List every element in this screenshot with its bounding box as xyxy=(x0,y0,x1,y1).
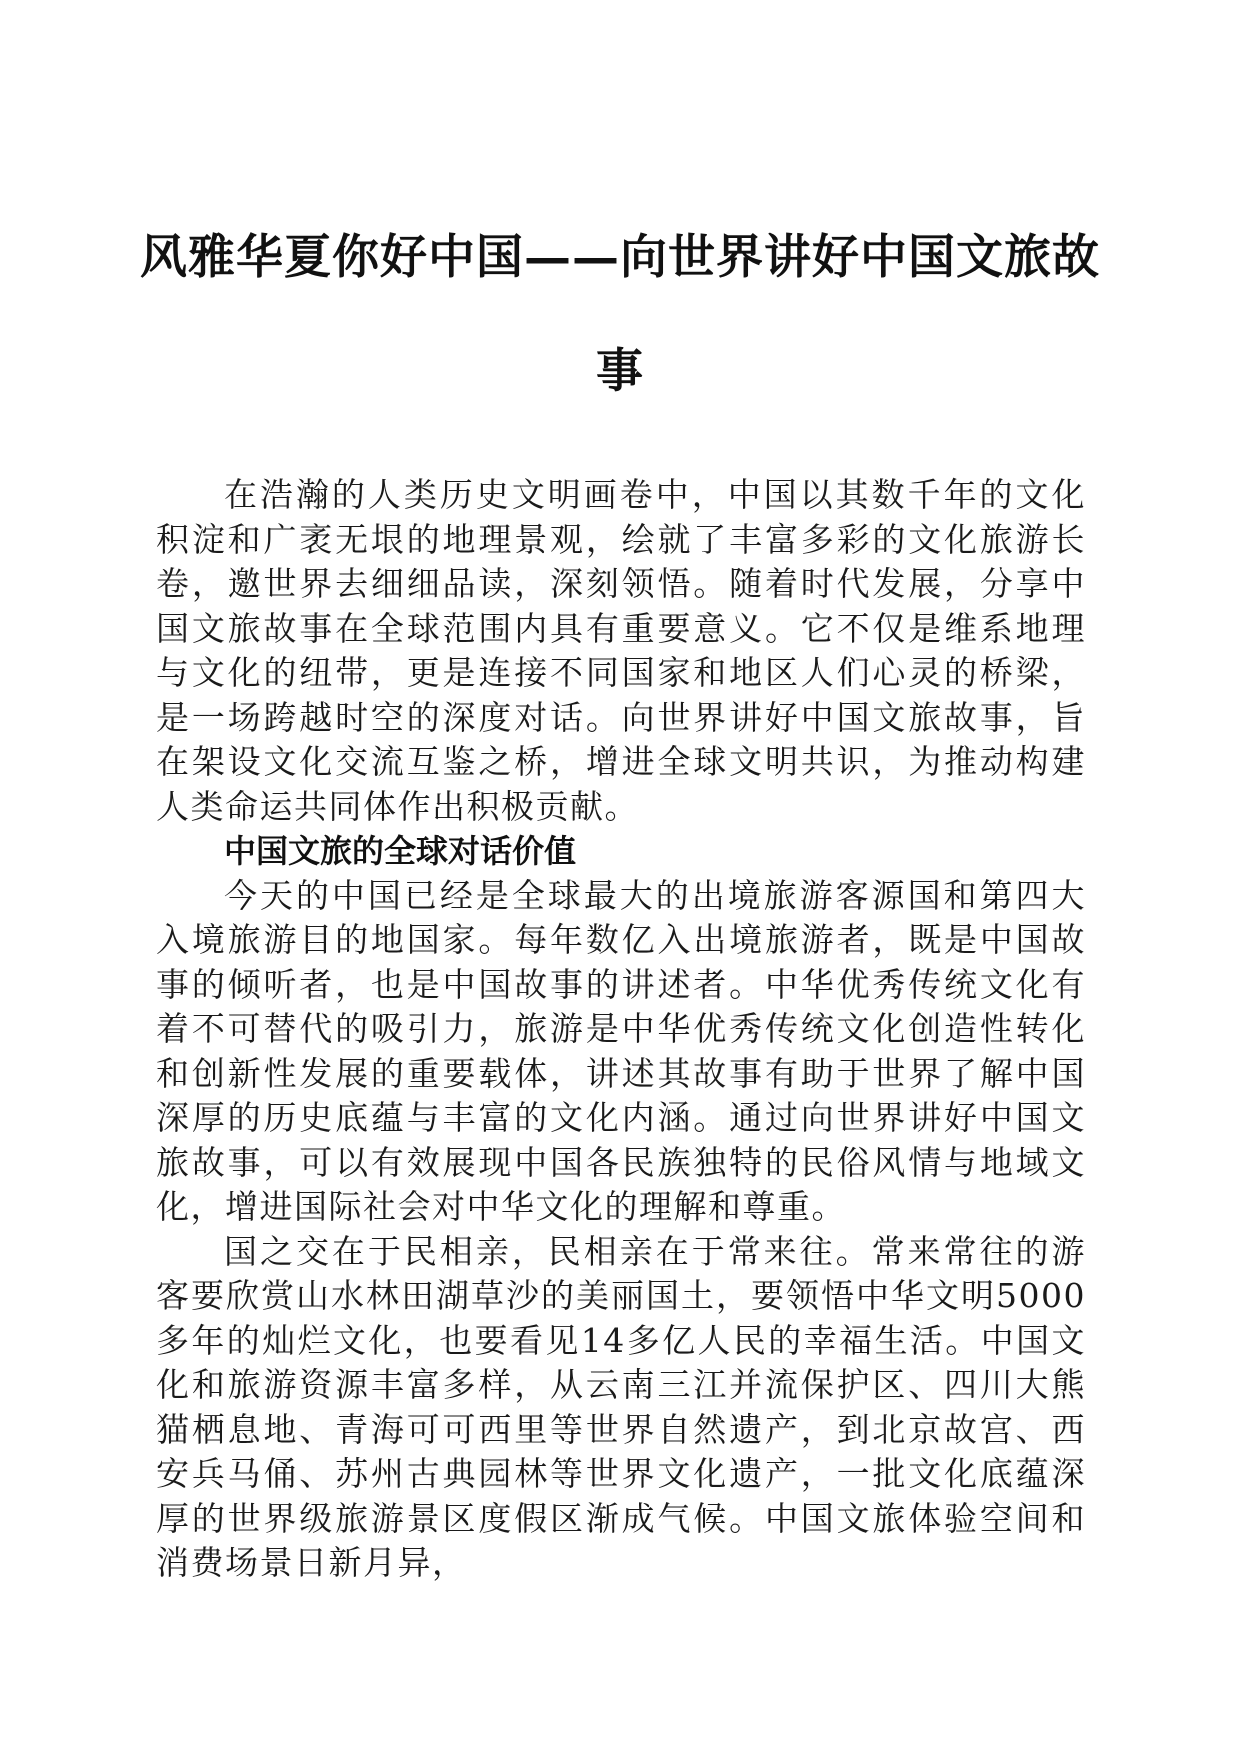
document-title: 风雅华夏你好中国——向世界讲好中国文旅故 xyxy=(140,230,1100,285)
document-title-continued: 事 xyxy=(596,344,644,399)
body-paragraph: 今天的中国已经是全球最大的出境旅游客源国和第四大入境旅游目的地国家。每年数亿入出境旅游者，既是中国故事的倾听者，也是中国故事的讲述者。中华优秀传统文化有着不可替代的吸引力，旅游是中华优秀传统文化创造性转化和创新性发展的重要载体，讲述其故事有助于世界了解中国深厚的历史底蕴与丰富的文化内涵。通过向世界讲好中国文旅故事，可以有效展现中国各民族独特的民俗风情与地域文化，增进国际社会对中华文化的理解和尊重。 xyxy=(156,875,1086,1226)
body-paragraph: 国之交在于民相亲，民相亲在于常来往。常来常往的游客要欣赏山水林田湖草沙的美丽国土，要领悟中华文明5000多年的灿烂文化，也要看见14多亿人民的幸福生活。中国文化和旅游资源丰富多样，从云南三江并流保护区、四川大熊猫栖息地、青海可可西里等世界自然遗产，到北京故宫、西安兵马俑、苏州古典园林等世界文化遗产，一批文化底蕴深厚的世界级旅游景区度假区渐成气候。中国文旅体验空间和消费场景日新月异， xyxy=(156,1231,1086,1582)
section-heading: 中国文旅的全球对话价值 xyxy=(224,832,577,870)
document-body xyxy=(156,473,1086,1586)
intro-paragraph: 在浩瀚的人类历史文明画卷中，中国以其数千年的文化积淀和广袤无垠的地理景观，绘就了丰富多彩的文化旅游长卷，邀世界去细细品读，深刻领悟。随着时代发展，分享中国文旅故事在全球范围内具有重要意义。它不仅是维系地理与文化的纽带，更是连接不同国家和地区人们心灵的桥梁，是一场跨越时空的深度对话。向世界讲好中国文旅故事，旨在架设文化交流互鉴之桥，增进全球文明共识，为推动构建人类命运共同体作出积极贡献。 xyxy=(156,475,1086,826)
